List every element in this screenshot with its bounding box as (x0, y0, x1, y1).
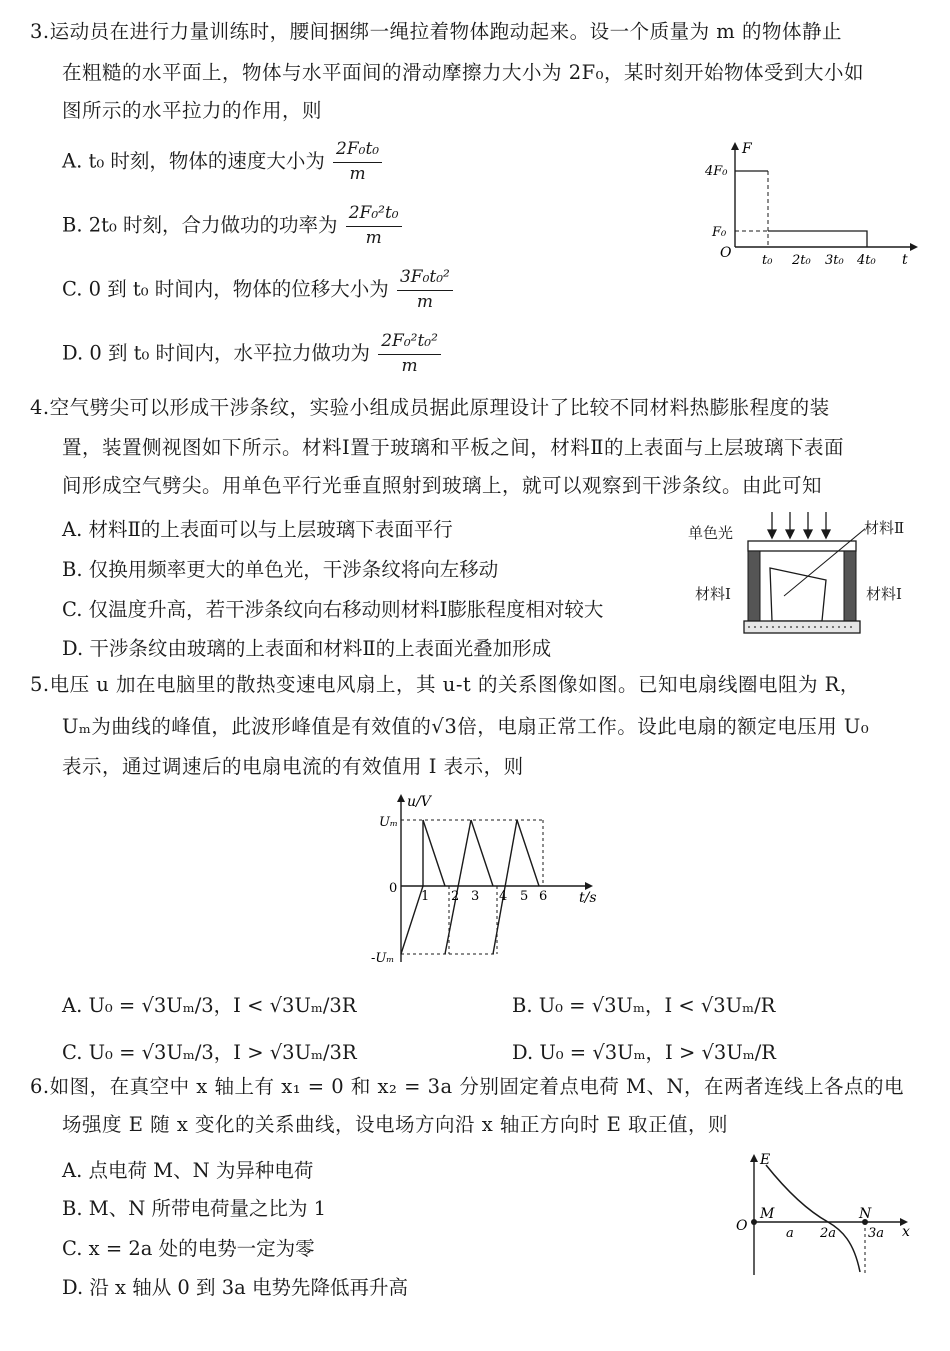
q5-graph-top-label: Uₘ (379, 815, 398, 830)
q3-stem-line2: 在粗糙的水平面上，物体与水平面间的滑动摩擦力大小为 2F₀，某时刻开始物体受到大小如 (62, 61, 864, 84)
q4-stem-line1: 4.空气劈尖可以形成干涉条纹，实验小组成员据此原理设计了比较不同材料热膨胀程度的装 (30, 396, 830, 419)
q3-option-c[interactable] (62, 268, 453, 312)
q3-option-d-denominator: m (401, 355, 418, 376)
q5-graph-tick-1: 1 (421, 889, 430, 904)
q4-apparatus-diagram (740, 508, 865, 638)
q4-option-a[interactable]: A. 材料Ⅱ的上表面可以与上层玻璃下表面平行 (62, 518, 453, 541)
q6-tick-2a: 2a (820, 1226, 837, 1241)
q5-graph-x-arrow (585, 882, 593, 890)
q5-voltage-time-graph (365, 790, 605, 975)
q3-option-a-text: A. t₀ 时刻，物体的速度大小为 (62, 149, 325, 173)
q6-graph-x-label: x (902, 1224, 910, 1240)
q3-graph-tick-t0: t₀ (762, 253, 773, 268)
q3-option-b[interactable] (62, 204, 402, 248)
q3-stem-line3: 图所示的水平拉力的作用，则 (62, 99, 323, 122)
q6-graph-y-label: E (760, 1152, 771, 1168)
q6-option-d[interactable]: D. 沿 x 轴从 0 到 3a 电势先降低再升高 (62, 1276, 408, 1299)
q5-option-b[interactable]: B. U₀ = √3Uₘ，I < √3Uₘ/R (512, 994, 776, 1017)
q3-option-a-fraction (333, 140, 382, 184)
q3-option-a[interactable] (62, 140, 382, 184)
q6-field-curve (766, 1165, 860, 1272)
q5-graph-x-label: t/s (579, 890, 597, 906)
q6-charge-n-label: N (859, 1206, 872, 1222)
q4-option-b[interactable]: B. 仅换用频率更大的单色光，干涉条纹将向左移动 (62, 558, 499, 581)
q5-option-a[interactable]: A. U₀ = √3Uₘ/3，I < √3Uₘ/3R (62, 994, 357, 1017)
q5-graph-tick-6: 6 (539, 889, 548, 904)
q4-fig-material1-right-label: 材料Ⅰ (866, 585, 902, 603)
q6-option-a[interactable]: A. 点电荷 M、N 为异种电荷 (62, 1159, 314, 1182)
q4-material1-left-block (748, 551, 760, 621)
q5-stem-line2: Uₘ为曲线的峰值，此波形峰值是有效值的√3倍，电扇正常工作。设此电扇的额定电压用 U₀ (62, 715, 870, 738)
q3-stem-line1: 3.运动员在进行力量训练时，腰间捆绑一绳拉着物体跑动起来。设一个质量为 m 的物体静止 (30, 20, 842, 43)
q5-option-d[interactable]: D. U₀ = √3Uₘ，I > √3Uₘ/R (512, 1041, 776, 1064)
q3-option-d-fraction (378, 332, 441, 376)
q3-graph-force-low (768, 231, 867, 247)
q6-charge-m (751, 1219, 757, 1225)
q5-graph-waveform (401, 820, 539, 954)
q6-charge-m-label: M (760, 1206, 775, 1222)
q6-graph-y-arrow (750, 1154, 758, 1162)
q3-option-c-fraction (397, 268, 453, 312)
q5-graph-bottom-label: -Uₘ (371, 951, 395, 966)
q3-graph-x-arrow (910, 243, 918, 251)
q3-force-time-graph (700, 140, 920, 275)
q3-option-b-fraction (346, 204, 402, 248)
q5-graph-origin: 0 (389, 881, 398, 896)
q4-fig-material1-left-label: 材料Ⅰ (695, 585, 731, 603)
q6-option-b[interactable]: B. M、N 所带电荷量之比为 1 (62, 1197, 327, 1220)
q3-graph-tick-f0: F₀ (712, 225, 727, 240)
q5-graph-y-label: u/V (407, 794, 431, 810)
q5-graph-tick-2: 2 (451, 889, 460, 904)
q3-option-c-denominator: m (416, 291, 433, 312)
q3-option-b-text: B. 2t₀ 时刻，合力做功的功率为 (62, 213, 338, 237)
q3-option-d-numerator: 2F₀²t₀² (378, 332, 441, 355)
q3-graph-y-label: F (742, 141, 752, 157)
q6-option-c[interactable]: C. x = 2a 处的电势一定为零 (62, 1237, 315, 1260)
q5-option-c[interactable]: C. U₀ = √3Uₘ/3，I > √3Uₘ/3R (62, 1041, 357, 1064)
q3-option-a-denominator: m (349, 163, 366, 184)
q3-graph-tick-2t0: 2t₀ (792, 253, 811, 268)
q3-option-c-text: C. 0 到 t₀ 时间内，物体的位移大小为 (62, 277, 389, 301)
q6-tick-a: a (786, 1226, 794, 1241)
q6-tick-3a: 3a (868, 1226, 885, 1241)
q5-graph-tick-3: 3 (471, 889, 480, 904)
q4-light-arrows (768, 512, 830, 538)
q3-graph-tick-4f0: 4F₀ (705, 164, 728, 179)
q4-option-d[interactable]: D. 干涉条纹由玻璃的上表面和材料Ⅱ的上表面光叠加形成 (62, 637, 552, 660)
q4-stem-line3: 间形成空气劈尖。用单色平行光垂直照射到玻璃上，就可以观察到干涉条纹。由此可知 (62, 474, 823, 497)
q3-option-c-numerator: 3F₀t₀² (397, 268, 453, 291)
q5-graph-tick-4: 4 (499, 889, 508, 904)
q3-graph-x-label: t (902, 252, 908, 268)
q3-graph-origin: O (720, 245, 732, 261)
q4-fig-light-label: 单色光 (688, 524, 734, 542)
q3-option-d-text: D. 0 到 t₀ 时间内，水平拉力做功为 (62, 341, 370, 365)
q6-stem-line2: 场强度 E 随 x 变化的关系曲线，设电场方向沿 x 轴正方向时 E 取正值，则 (62, 1113, 729, 1136)
q5-graph-y-arrow (397, 794, 405, 802)
q3-graph-y-arrow (731, 142, 739, 150)
q3-option-b-numerator: 2F₀²t₀ (346, 204, 402, 227)
q3-option-a-numerator: 2F₀t₀ (333, 140, 382, 163)
q4-material1-right-block (844, 551, 856, 621)
q6-graph-origin: O (736, 1218, 748, 1234)
q4-stem-line2: 置，装置侧视图如下所示。材料Ⅰ置于玻璃和平板之间，材料Ⅱ的上表面与上层玻璃下表面 (62, 436, 844, 459)
q5-stem-line1: 5.电压 u 加在电脑里的散热变速电风扇上，其 u-t 的关系图像如图。已知电扇线圈电阻为 R， (30, 673, 860, 696)
q4-material2-block (770, 568, 826, 621)
q6-stem-line1: 6.如图，在真空中 x 轴上有 x₁ = 0 和 x₂ = 3a 分别固定着点电荷 M、N，在两者连线上各点的电 (30, 1075, 905, 1098)
q5-stem-line3: 表示，通过调速后的电扇电流的有效值用 I 表示，则 (62, 755, 524, 778)
q4-option-c[interactable]: C. 仅温度升高，若干涉条纹向右移动则材料Ⅰ膨胀程度相对较大 (62, 598, 604, 621)
q4-fig-material2-label: 材料Ⅱ (864, 519, 905, 537)
q3-option-d[interactable] (62, 332, 441, 376)
q5-graph-tick-5: 5 (520, 889, 529, 904)
q6-field-position-graph (730, 1150, 920, 1280)
q3-graph-tick-4t0: 4t₀ (857, 253, 876, 268)
q3-graph-tick-3t0: 3t₀ (825, 253, 844, 268)
q3-option-b-denominator: m (365, 227, 382, 248)
